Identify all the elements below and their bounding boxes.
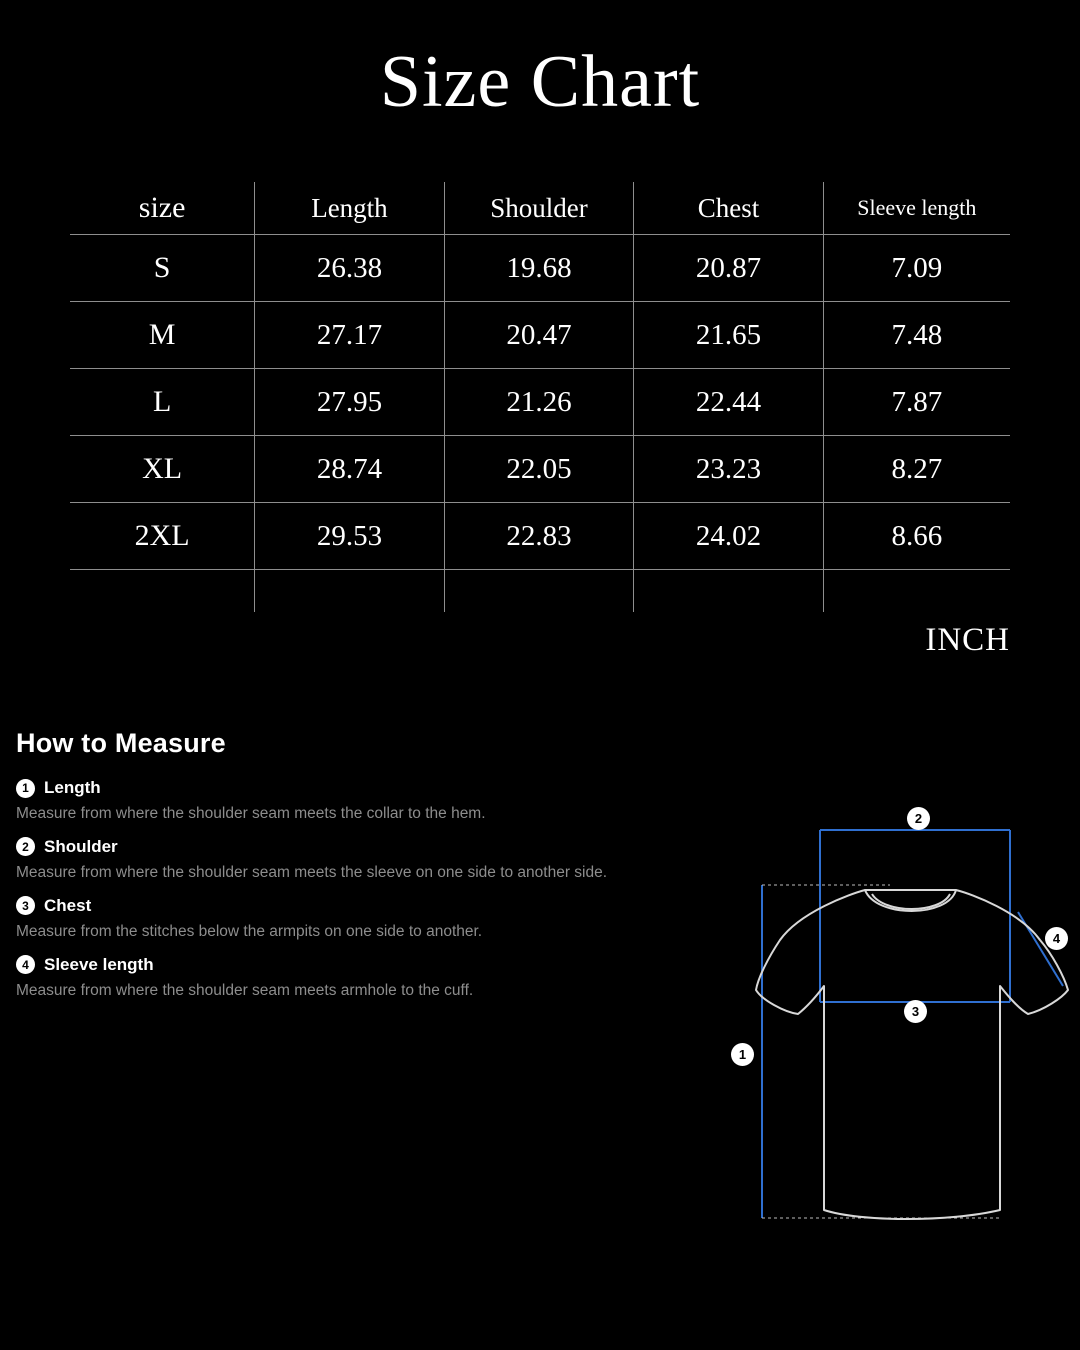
list-item-description: Measure from where the shoulder seam meets armhole to the cuff. <box>16 981 474 999</box>
size-chart-table <box>70 182 1010 612</box>
cell-shoulder: 19.68 <box>444 235 634 302</box>
measurement-diagram <box>700 790 1080 1260</box>
unit-label: INCH <box>925 622 1010 658</box>
cell-size: XL <box>70 436 255 503</box>
table-spacer-row <box>70 570 1010 613</box>
list-item-description: Measure from where the shoulder seam meets the collar to the hem. <box>16 805 486 822</box>
cell-length: 27.95 <box>255 369 444 436</box>
page-title: Size Chart <box>379 41 701 123</box>
cell-size: 2XL <box>70 503 255 570</box>
column-header-length: Length <box>255 182 444 235</box>
list-item-header <box>16 778 696 798</box>
how-to-measure-heading: How to Measure <box>16 728 226 758</box>
marker-2: 2 <box>907 807 930 830</box>
cell-sleeve: 8.27 <box>823 436 1010 503</box>
cell-shoulder: 22.05 <box>444 436 634 503</box>
column-header-size: size <box>70 182 255 235</box>
list-item-description: Measure from where the shoulder seam meets the sleeve on one side to another side. <box>16 863 608 881</box>
list-item-title: Length <box>44 778 101 797</box>
table-row <box>70 235 1010 302</box>
how-to-measure-list <box>16 778 696 1014</box>
cell-shoulder: 21.26 <box>444 369 634 436</box>
table-row <box>70 369 1010 436</box>
list-item-title: Sleeve length <box>44 954 154 974</box>
number-badge-icon: 4 <box>16 955 35 974</box>
table-header-row <box>70 182 1010 235</box>
spacer-cell <box>70 570 255 613</box>
table-row <box>70 503 1010 570</box>
cell-length: 28.74 <box>255 436 444 503</box>
marker-3: 3 <box>904 1000 927 1023</box>
list-item <box>16 778 696 825</box>
cell-shoulder: 20.47 <box>444 302 634 369</box>
cell-size: M <box>70 302 255 369</box>
tshirt-outline <box>756 890 1068 1219</box>
table-row <box>70 302 1010 369</box>
number-badge-icon: 2 <box>16 837 35 856</box>
spacer-cell <box>255 570 444 613</box>
tshirt-diagram-svg <box>700 790 1080 1260</box>
number-badge-icon: 1 <box>16 779 35 798</box>
list-item-header <box>16 955 696 975</box>
cell-chest: 21.65 <box>634 302 823 369</box>
spacer-cell <box>823 570 1010 613</box>
measure-dotted-guides <box>762 885 1000 1218</box>
measure-guides <box>762 830 1063 1218</box>
cell-sleeve: 7.48 <box>823 302 1010 369</box>
column-header-sleeve: Sleeve length <box>823 182 1010 235</box>
marker-1: 1 <box>731 1043 754 1066</box>
table-row <box>70 436 1010 503</box>
spacer-cell <box>444 570 634 613</box>
cell-shoulder: 22.83 <box>444 503 634 570</box>
column-header-shoulder: Shoulder <box>444 182 634 235</box>
cell-chest: 24.02 <box>634 503 823 570</box>
cell-chest: 22.44 <box>634 369 823 436</box>
list-item-header <box>16 896 696 916</box>
cell-sleeve: 7.09 <box>823 235 1010 302</box>
list-item <box>16 955 696 1002</box>
list-item-title: Chest <box>44 895 92 915</box>
number-badge-icon: 3 <box>16 896 35 915</box>
cell-chest: 20.87 <box>634 235 823 302</box>
cell-length: 26.38 <box>255 235 444 302</box>
marker-4: 4 <box>1045 927 1068 950</box>
list-item-title: Shoulder <box>44 836 118 856</box>
list-item <box>16 837 696 884</box>
cell-length: 27.17 <box>255 302 444 369</box>
cell-sleeve: 8.66 <box>823 503 1010 570</box>
cell-size: L <box>70 369 255 436</box>
list-item-description: Measure from the stitches below the armpits on one side to another. <box>16 922 483 940</box>
cell-length: 29.53 <box>255 503 444 570</box>
list-item-header <box>16 837 696 857</box>
spacer-cell <box>634 570 823 613</box>
cell-chest: 23.23 <box>634 436 823 503</box>
cell-size: S <box>70 235 255 302</box>
list-item <box>16 896 696 943</box>
size-table-container <box>70 182 1010 612</box>
cell-sleeve: 7.87 <box>823 369 1010 436</box>
column-header-chest: Chest <box>634 182 823 235</box>
